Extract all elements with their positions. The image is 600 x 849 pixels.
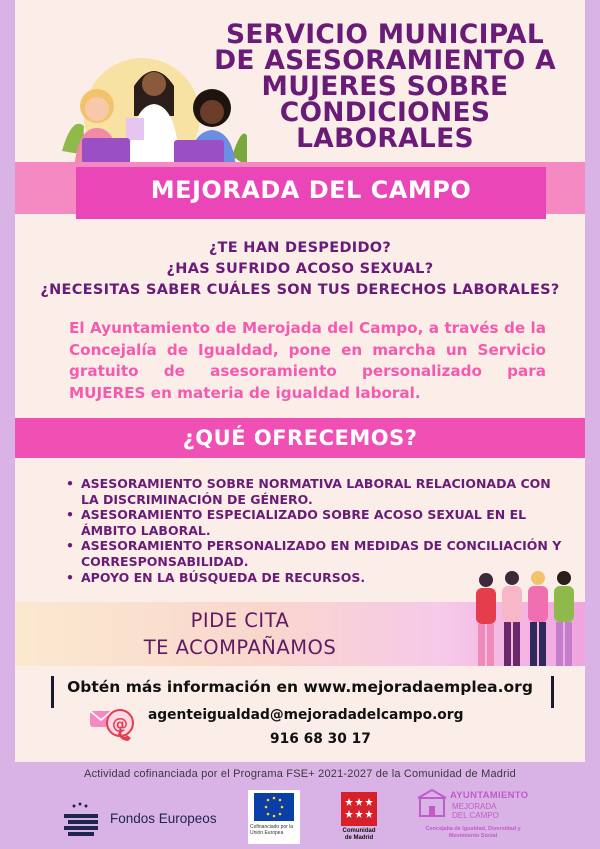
- madrid-caption-line: de Madrid: [344, 835, 374, 841]
- question: ¿HAS SUFRIDO ACOSO SEXUAL?: [166, 261, 434, 277]
- intro-paragraph: El Ayuntamiento de Merojada del Campo, a través de la Concejalía de Igualdad, pone en marcha un Servicio gratuito de asesoramiento personalizado para MUJERES en materia de igualdad laboral.: [69, 319, 546, 402]
- list-item: • ASESORAMIENTO SOBRE NORMATIVA LABORAL RELACIONADA CON LA DISCRIMINACIÓN DE GÉNERO.: [64, 476, 564, 507]
- town-hall-icon: [416, 788, 448, 820]
- contact-phone-email-icon: [88, 705, 138, 743]
- svg-text:@: @: [112, 714, 128, 733]
- comunidad-madrid-logo: [335, 790, 383, 846]
- offer-heading: ¿QUÉ OFRECEMOS?: [182, 426, 418, 450]
- fondos-europeos-label: Fondos Europeos: [110, 811, 217, 826]
- ayto-title: AYUNTAMIENTO: [450, 790, 529, 801]
- question: ¿TE HAN DESPEDIDO?: [208, 240, 392, 256]
- title-line: CONDICIONES: [279, 97, 491, 128]
- page-title: [190, 19, 580, 154]
- list-item: • ASESORAMIENTO PERSONALIZADO EN MEDIDAS DE CONCILIACIÓN Y CORRESPONSABILIDAD.: [64, 538, 564, 569]
- cofinance-note: Actividad cofinanciada por el Programa FSE+ 2021-2027 de la Comunidad de Madrid: [84, 768, 516, 780]
- more-info-text: Obtén más información en www.mejoradaemplea.org: [67, 678, 533, 696]
- cta-line: TE ACOMPAÑAMOS: [143, 636, 337, 659]
- title-line: LABORALES: [296, 123, 474, 154]
- title-line: SERVICIO MUNICIPAL: [225, 19, 545, 50]
- question: ¿NECESITAS SABER CUÁLES SON TUS DERECHOS LABORALES?: [40, 282, 560, 298]
- list-item: • APOYO EN LA BÚSQUEDA DE RECURSOS.: [64, 570, 564, 586]
- women-group-illustration: [470, 566, 582, 672]
- location-banner: [0, 162, 600, 214]
- ayuntamiento-logo: [412, 786, 529, 846]
- eu-flag-icon: [254, 793, 294, 821]
- cta-line: PIDE CITA: [190, 609, 290, 632]
- ayto-department: Concejalía de Igualdad, Diversidad y Movimiento Social: [425, 826, 521, 839]
- location-label: MEJORADA DEL CAMPO: [150, 176, 472, 204]
- email-link[interactable]: agenteigualdad@mejoradadelcampo.org: [148, 707, 464, 723]
- eu-caption: Cofinanciado por la Unión Europea: [250, 824, 294, 836]
- ayto-name-line: DEL CAMPO: [452, 811, 499, 820]
- madrid-flag-icon: [341, 792, 377, 826]
- madrid-caption: [335, 828, 383, 842]
- ayto-name: [452, 802, 499, 820]
- fondos-europeos-icon: [60, 800, 104, 840]
- offer-banner: [15, 418, 585, 458]
- questions-block: [15, 238, 585, 301]
- list-item: • ASESORAMIENTO ESPECIALIZADO SOBRE ACOSO SEXUAL EN EL ÁMBITO LABORAL.: [64, 507, 564, 538]
- phone-number: 916 68 30 17: [270, 731, 371, 747]
- fondos-europeos-logo: [60, 800, 240, 840]
- title-line: DE ASESORAMIENTO A: [214, 45, 556, 76]
- ayto-name-line: MEJORADA: [452, 802, 497, 811]
- eu-logo: [248, 790, 300, 844]
- madrid-caption-line: Comunidad: [342, 828, 376, 834]
- title-line: MUJERES SOBRE: [261, 71, 509, 102]
